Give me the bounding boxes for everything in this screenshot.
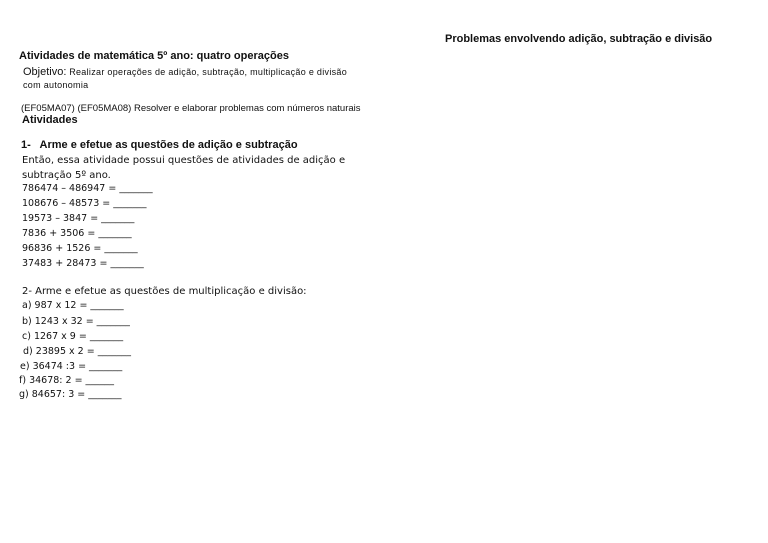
question2-title: 2- Arme e efetue as questões de multiplicação e divisão:	[22, 286, 307, 297]
objective-text-line1: Realizar operações de adição, subtração, multiplicação e divisão	[69, 67, 348, 77]
question1-number: 1-	[21, 139, 31, 151]
question1-title	[21, 139, 298, 151]
activities-heading: Atividades	[22, 114, 78, 126]
page-header-title: Problemas envolvendo adição, subtração e divisão	[445, 33, 713, 45]
question1-item-2: 108676 – 48573 = _______	[22, 198, 147, 209]
question1-title-text: Arme e efetue as questões de adição e subtração	[39, 139, 298, 151]
question2-item-c: c) 1267 x 9 = _______	[22, 331, 124, 342]
question2-item-b: b) 1243 x 32 = _______	[22, 316, 130, 327]
objective-block	[23, 66, 347, 91]
document-title: Atividades de matemática 5º ano: quatro operações	[19, 50, 289, 62]
question1-item-3: 19573 – 3847 = _______	[22, 213, 135, 224]
question1-item-6: 37483 + 28473 = _______	[22, 258, 144, 269]
objective-text-line2: com autonomia	[23, 80, 89, 90]
bncc-codes: (EF05MA07) (EF05MA08) Resolver e elaborar problemas com números naturais	[21, 103, 361, 114]
objective-label: Objetivo:	[23, 66, 67, 78]
question2-item-f: f) 34678: 2 = ______	[19, 375, 115, 386]
question2-item-a: a) 987 x 12 = _______	[22, 300, 124, 311]
question1-item-4: 7836 + 3506 = _______	[22, 228, 132, 239]
question2-item-e: e) 36474 :3 = _______	[20, 361, 123, 372]
question1-item-1: 786474 – 486947 = _______	[22, 183, 153, 194]
question1-description: Então, essa atividade possui questões de atividades de adição e subtração 5º ano.	[22, 155, 346, 181]
question1-item-5: 96836 + 1526 = _______	[22, 243, 138, 254]
question2-item-g: g) 84657: 3 = _______	[19, 389, 122, 400]
question2-item-d: d) 23895 x 2 = _______	[20, 346, 131, 357]
